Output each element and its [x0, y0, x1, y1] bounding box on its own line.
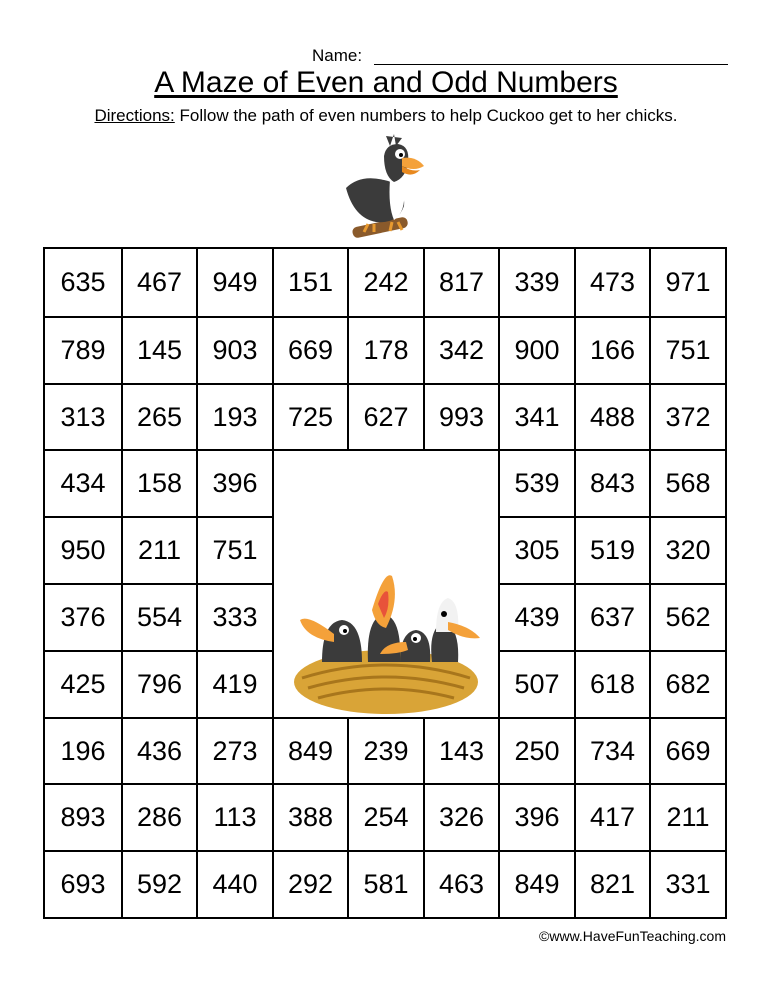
maze-cell[interactable]: 320 — [649, 516, 725, 583]
maze-cell[interactable]: 376 — [45, 583, 121, 650]
maze-cell[interactable]: 751 — [196, 516, 272, 583]
maze-cell[interactable]: 196 — [45, 717, 121, 783]
maze-cell[interactable]: 751 — [649, 316, 725, 383]
maze-cell[interactable]: 849 — [272, 717, 347, 783]
maze-cell[interactable]: 145 — [121, 316, 196, 383]
maze-cell[interactable]: 507 — [498, 650, 574, 717]
maze-cell[interactable]: 417 — [574, 783, 649, 850]
maze-cell[interactable]: 254 — [347, 783, 423, 850]
maze-cell[interactable]: 849 — [498, 850, 574, 917]
maze-cell[interactable]: 817 — [423, 249, 498, 316]
maze-cell[interactable]: 388 — [272, 783, 347, 850]
maze-cell[interactable]: 637 — [574, 583, 649, 650]
maze-cell[interactable]: 467 — [121, 249, 196, 316]
maze-cell[interactable]: 333 — [196, 583, 272, 650]
maze-cell[interactable]: 178 — [347, 316, 423, 383]
maze-cell[interactable]: 539 — [498, 449, 574, 516]
maze-cell[interactable]: 568 — [649, 449, 725, 516]
maze-cell[interactable]: 682 — [649, 650, 725, 717]
copyright-footer: ©www.HaveFunTeaching.com — [539, 928, 726, 944]
name-label: Name: — [312, 46, 363, 65]
maze-cell[interactable]: 342 — [423, 316, 498, 383]
maze-cell[interactable]: 554 — [121, 583, 196, 650]
maze-cell[interactable]: 242 — [347, 249, 423, 316]
maze-open-area — [347, 449, 423, 516]
maze-cell[interactable]: 436 — [121, 717, 196, 783]
maze-cell[interactable]: 305 — [498, 516, 574, 583]
maze-cell[interactable]: 562 — [649, 583, 725, 650]
maze-cell[interactable]: 372 — [649, 383, 725, 449]
maze-cell[interactable]: 313 — [45, 383, 121, 449]
maze-cell[interactable]: 473 — [574, 249, 649, 316]
maze-cell[interactable]: 843 — [574, 449, 649, 516]
maze-cell[interactable]: 440 — [196, 850, 272, 917]
maze-cell[interactable]: 488 — [574, 383, 649, 449]
maze-cell[interactable]: 250 — [498, 717, 574, 783]
maze-cell[interactable]: 893 — [45, 783, 121, 850]
maze-cell[interactable]: 796 — [121, 650, 196, 717]
maze-cell[interactable]: 900 — [498, 316, 574, 383]
maze-cell[interactable]: 993 — [423, 383, 498, 449]
maze-cell[interactable]: 789 — [45, 316, 121, 383]
directions-label: Directions: — [94, 106, 175, 125]
maze-cell[interactable]: 734 — [574, 717, 649, 783]
maze-cell[interactable]: 396 — [196, 449, 272, 516]
maze-cell[interactable]: 581 — [347, 850, 423, 917]
maze-cell[interactable]: 618 — [574, 650, 649, 717]
maze-cell[interactable]: 425 — [45, 650, 121, 717]
maze-cell[interactable]: 211 — [649, 783, 725, 850]
worksheet-title: A Maze of Even and Odd Numbers — [154, 66, 618, 99]
maze-cell[interactable]: 669 — [272, 316, 347, 383]
maze-cell[interactable]: 419 — [196, 650, 272, 717]
maze-cell[interactable]: 193 — [196, 383, 272, 449]
maze-cell[interactable]: 821 — [574, 850, 649, 917]
maze-cell[interactable]: 592 — [121, 850, 196, 917]
maze-cell[interactable]: 434 — [45, 449, 121, 516]
maze-cell[interactable]: 265 — [121, 383, 196, 449]
name-blank[interactable] — [374, 64, 728, 65]
maze-cell[interactable]: 292 — [272, 850, 347, 917]
maze-open-area — [423, 449, 498, 516]
maze-cell[interactable]: 273 — [196, 717, 272, 783]
maze-cell[interactable]: 693 — [45, 850, 121, 917]
name-line — [312, 44, 728, 68]
maze-cell[interactable]: 950 — [45, 516, 121, 583]
maze-cell[interactable]: 949 — [196, 249, 272, 316]
maze-cell[interactable]: 158 — [121, 449, 196, 516]
maze-cell[interactable]: 341 — [498, 383, 574, 449]
maze-cell[interactable]: 339 — [498, 249, 574, 316]
maze-cell[interactable]: 627 — [347, 383, 423, 449]
maze-cell[interactable]: 971 — [649, 249, 725, 316]
maze-cell[interactable]: 113 — [196, 783, 272, 850]
cuckoo-bird-icon — [340, 126, 428, 246]
maze-cell[interactable]: 669 — [649, 717, 725, 783]
maze-cell[interactable]: 635 — [60, 267, 106, 297]
maze-cell[interactable]: 331 — [649, 850, 725, 917]
directions — [0, 106, 772, 126]
maze-cell[interactable]: 463 — [423, 850, 498, 917]
maze-cell[interactable]: 725 — [272, 383, 347, 449]
maze-cell[interactable]: 326 — [423, 783, 498, 850]
maze-cell[interactable]: 143 — [423, 717, 498, 783]
directions-text: Follow the path of even numbers to help Cuckoo get to her chicks. — [174, 106, 678, 125]
maze-cell[interactable]: 239 — [347, 717, 423, 783]
maze-cell[interactable]: 519 — [574, 516, 649, 583]
maze-open-area — [272, 449, 347, 516]
maze-cell[interactable]: 396 — [498, 783, 574, 850]
maze-cell[interactable]: 286 — [121, 783, 196, 850]
maze-cell[interactable]: 166 — [574, 316, 649, 383]
maze-cell[interactable]: 211 — [121, 516, 196, 583]
maze-cell[interactable]: 903 — [196, 316, 272, 383]
maze-cell[interactable]: 439 — [498, 583, 574, 650]
maze-cell[interactable]: 151 — [272, 249, 347, 316]
chicks-in-nest-icon — [288, 570, 483, 720]
